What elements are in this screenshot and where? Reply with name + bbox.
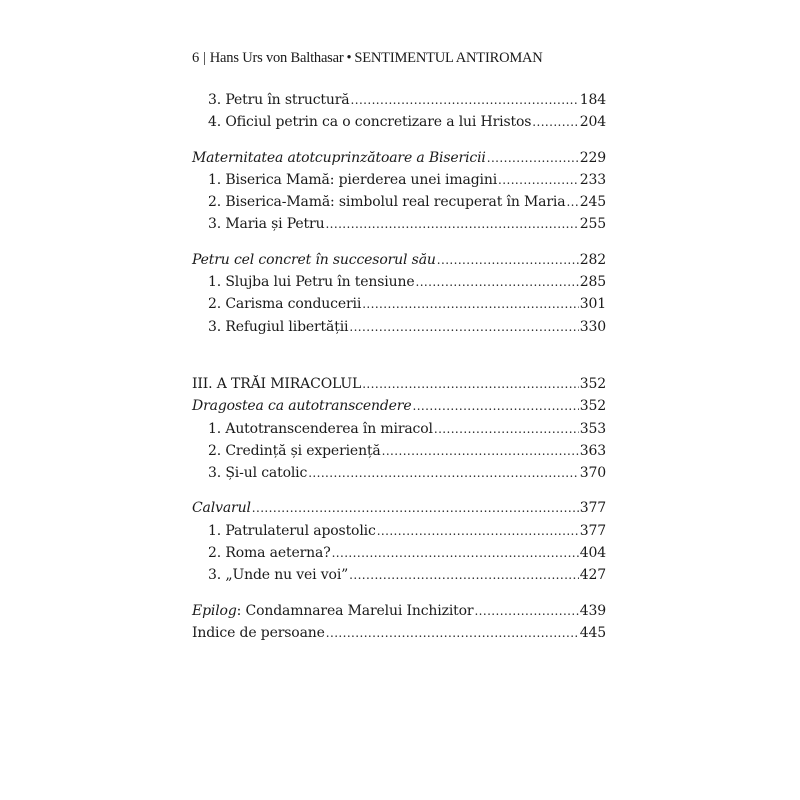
dot-leader bbox=[252, 501, 579, 515]
toc-entry-title: 1. Autotranscenderea în miracol bbox=[208, 420, 433, 437]
toc-entry-title: 2. Biserica-Mamă: simbolul real recuperat în Maria bbox=[208, 194, 566, 211]
toc-entry-page: 245 bbox=[579, 194, 606, 211]
toc-entry-page: 255 bbox=[579, 216, 606, 233]
toc-entry-page: 363 bbox=[579, 442, 606, 459]
toc-entry-title: 1. Patrulaterul apostolic bbox=[208, 522, 376, 539]
toc-entry[interactable] bbox=[192, 216, 606, 238]
toc-entry-title: Dragostea ca autotranscendere bbox=[192, 398, 412, 415]
toc-entry-page: 427 bbox=[579, 567, 606, 584]
toc-entry[interactable] bbox=[192, 172, 606, 194]
toc-entry-title: 2. Carisma conducerii bbox=[208, 296, 362, 313]
toc-entry[interactable] bbox=[192, 274, 606, 296]
toc-entry-title bbox=[192, 603, 473, 619]
toc-entry-title: 3. Refugiul libertății bbox=[208, 318, 349, 335]
dot-leader bbox=[332, 546, 579, 560]
toc-entry-title: 3. Petru în structură bbox=[208, 92, 350, 108]
toc-epilogue-entry[interactable] bbox=[192, 603, 606, 625]
toc-entry[interactable] bbox=[192, 567, 606, 589]
dot-leader bbox=[413, 399, 579, 413]
toc-entry[interactable] bbox=[192, 443, 606, 465]
toc-entry[interactable] bbox=[192, 465, 606, 487]
toc-entry-page: 282 bbox=[579, 251, 606, 268]
dot-leader bbox=[326, 626, 579, 640]
toc-entry-page: 285 bbox=[579, 274, 606, 291]
toc-entry-title: Petru cel concret în succesorul său bbox=[192, 251, 436, 268]
toc-entry-page: 377 bbox=[579, 500, 606, 517]
dot-leader bbox=[325, 217, 578, 231]
toc-entry-page: 352 bbox=[579, 398, 606, 415]
toc-entry-page: 353 bbox=[579, 420, 606, 437]
toc-entry[interactable] bbox=[192, 421, 606, 443]
toc-entry-title: 3. Maria și Petru bbox=[208, 216, 325, 233]
header-separator: | bbox=[203, 50, 206, 66]
toc-entry-title: 2. Roma aeterna? bbox=[208, 545, 331, 562]
dot-leader bbox=[308, 466, 579, 480]
header-author: Hans Urs von Balthasar bbox=[209, 50, 344, 66]
toc-entry-page: 301 bbox=[579, 296, 606, 313]
toc-entry-title: 1. Slujba lui Petru în tensiune bbox=[208, 274, 415, 291]
dot-leader bbox=[362, 377, 579, 391]
toc-entry-page: 184 bbox=[579, 92, 606, 108]
dot-leader bbox=[532, 115, 578, 129]
toc-entry-title: 1. Biserica Mamă: pierderea unei imagini bbox=[208, 171, 498, 188]
dot-leader bbox=[487, 151, 579, 165]
toc-entry[interactable] bbox=[192, 114, 606, 136]
toc-entry-title: Indice de persoane bbox=[192, 624, 325, 641]
running-header bbox=[192, 50, 543, 67]
dot-leader bbox=[351, 93, 579, 107]
toc-entry-title-italic: Epilog bbox=[192, 602, 237, 619]
dot-leader bbox=[437, 253, 579, 267]
toc-entry-page: 204 bbox=[579, 114, 606, 131]
toc-entry-page: 445 bbox=[579, 624, 606, 641]
table-of-contents bbox=[192, 92, 606, 647]
toc-chapter-entry[interactable] bbox=[192, 150, 606, 172]
toc-entry-title: 2. Credință și experiență bbox=[208, 442, 381, 459]
toc-entry-page: 370 bbox=[579, 465, 606, 482]
dot-leader bbox=[415, 275, 578, 289]
dot-leader bbox=[377, 524, 579, 538]
toc-entry[interactable] bbox=[192, 296, 606, 318]
toc-entry-page: 229 bbox=[579, 149, 606, 166]
toc-entry-title: Calvarul bbox=[192, 500, 251, 517]
dot-leader bbox=[362, 297, 579, 311]
toc-entry[interactable] bbox=[192, 545, 606, 567]
page-number: 6 bbox=[192, 50, 200, 66]
dot-leader bbox=[566, 195, 578, 209]
toc-entry-page: 404 bbox=[579, 545, 606, 562]
toc-entry[interactable] bbox=[192, 92, 606, 114]
toc-entry-title: 4. Oficiul petrin ca o concretizare a lui Hristos bbox=[208, 114, 532, 131]
toc-entry[interactable] bbox=[192, 523, 606, 545]
toc-chapter-entry[interactable] bbox=[192, 500, 606, 522]
toc-part-entry[interactable] bbox=[192, 376, 606, 398]
toc-entry-page: 352 bbox=[579, 375, 606, 392]
toc-entry-title-rest: : Condamnarea Marelui Inchizitor bbox=[236, 602, 474, 619]
toc-entry-title: Maternitatea atotcuprinzătoare a Bisericii bbox=[192, 149, 486, 166]
dot-leader bbox=[349, 568, 579, 582]
toc-index-entry[interactable] bbox=[192, 625, 606, 647]
header-bullet: • bbox=[346, 50, 352, 66]
dot-leader bbox=[434, 422, 579, 436]
toc-entry[interactable] bbox=[192, 194, 606, 216]
toc-chapter-entry[interactable] bbox=[192, 398, 606, 420]
toc-entry-page: 439 bbox=[579, 602, 606, 619]
dot-leader bbox=[382, 444, 579, 458]
toc-entry-page: 330 bbox=[579, 318, 606, 335]
toc-entry-title: 3. Și-ul catolic bbox=[208, 465, 308, 482]
toc-entry-title: 3. „Unde nu vei voi” bbox=[208, 567, 349, 584]
toc-entry[interactable] bbox=[192, 319, 606, 341]
toc-chapter-entry[interactable] bbox=[192, 252, 606, 274]
dot-leader bbox=[349, 320, 578, 334]
dot-leader bbox=[498, 173, 579, 187]
toc-entry-title: III. A TRĂI MIRACOLUL bbox=[192, 375, 362, 392]
header-book-title: SENTIMENTUL ANTIROMAN bbox=[354, 50, 543, 66]
toc-entry-page: 377 bbox=[579, 522, 606, 539]
dot-leader bbox=[474, 604, 578, 618]
toc-entry-page: 233 bbox=[579, 171, 606, 188]
